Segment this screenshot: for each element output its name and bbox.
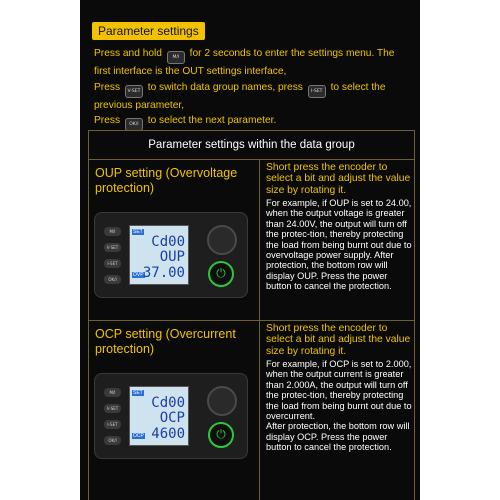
device-image [94,373,248,459]
lcd-tag: OCP [133,433,144,439]
vset-button-icon: V-SET [125,85,143,98]
lcd-tag: SET [133,390,143,396]
vset-button-icon: V-SET [104,243,121,252]
lcd-line-2: OCP [159,410,185,426]
instruction-text: to switch data group names, press [147,81,303,93]
lcd-line-3: 4600 [151,426,185,442]
table-row-ocp [89,320,414,500]
product-sheet [80,0,420,500]
instruction-text: Press [94,115,121,126]
iset-button-icon: I-SET [104,259,121,268]
mi-button-icon: M/I [104,227,121,236]
table-row-oup [89,159,414,320]
lcd-line-2: OUP [159,249,185,265]
lcd-tag: OVP [133,272,144,278]
parameter-table [88,130,415,500]
row-description-cell [260,160,414,320]
row-image-cell [89,321,260,500]
instruction-text: Press [94,81,121,93]
ok-button-icon: OK/I [104,436,121,445]
encoder-knob-icon [207,386,237,416]
lcd-line-1: Cd00 [151,395,185,411]
row-image-cell [89,160,260,320]
instruction-text: Press and hold [94,48,162,59]
row-example: For example, if OUP is set to 24.00, when the output voltage is greater than 24.00V, the output will turn off the protec-tion, thereby protecting the load from being burnt out due to overvoltage power supply. After protection, the bottom row will display OUP. Press the power button to cancel the protection. [266,198,412,292]
encoder-knob-icon [207,225,237,255]
row-instruction: Short press the encoder to select a bit and adjust the value size by rotating it. [266,323,411,357]
row-title: OCP setting (Overcurrent protection) [95,327,236,356]
instruction-3 [94,113,412,131]
mi-button-icon: M/I [104,388,121,397]
row-instruction: Short press the encoder to select a bit and adjust the value size by rotating it. [266,162,411,196]
ok-button-icon: OK/I [104,275,121,284]
instruction-text: for 2 seconds to enter the settings menu. The first interface is the OUT settings interface, [94,48,395,77]
ok-button-icon: OK/I [125,118,143,131]
lcd-line-1: Cd00 [151,234,185,250]
instruction-1 [94,46,412,80]
instruction-2 [94,80,412,114]
instruction-text: to select the next parameter. [147,115,277,126]
vset-button-icon: V-SET [104,404,121,413]
section-title: Parameter settings [92,22,205,40]
row-title: OUP setting (Overvoltage protection) [95,166,238,195]
instructions [94,46,412,131]
lcd-screen [129,386,189,446]
table-heading: Parameter settings within the data group [89,131,414,160]
instruction-text: to select the previous parameter, [94,81,386,111]
iset-button-icon: I-SET [104,420,121,429]
mi-button-icon: M/I [167,51,185,64]
row-description-cell [260,321,414,500]
lcd-tag: SET [133,229,143,235]
device-image [94,212,248,298]
power-button-icon: ⏻ [208,261,234,287]
lcd-screen [129,225,189,285]
lcd-line-3: 37.00 [142,265,185,281]
row-example: For example, if OCP is set to 2.000, when the output current is greater than 2.000A, the output will turn off the protec-tion, thereby protecting the load from being burnt out due to overcurrent. After protection, the bottom row will display OCP. Press the power button to cancel the protection. [266,359,412,453]
iset-button-icon: I-SET [308,85,326,98]
power-button-icon: ⏻ [208,422,234,448]
